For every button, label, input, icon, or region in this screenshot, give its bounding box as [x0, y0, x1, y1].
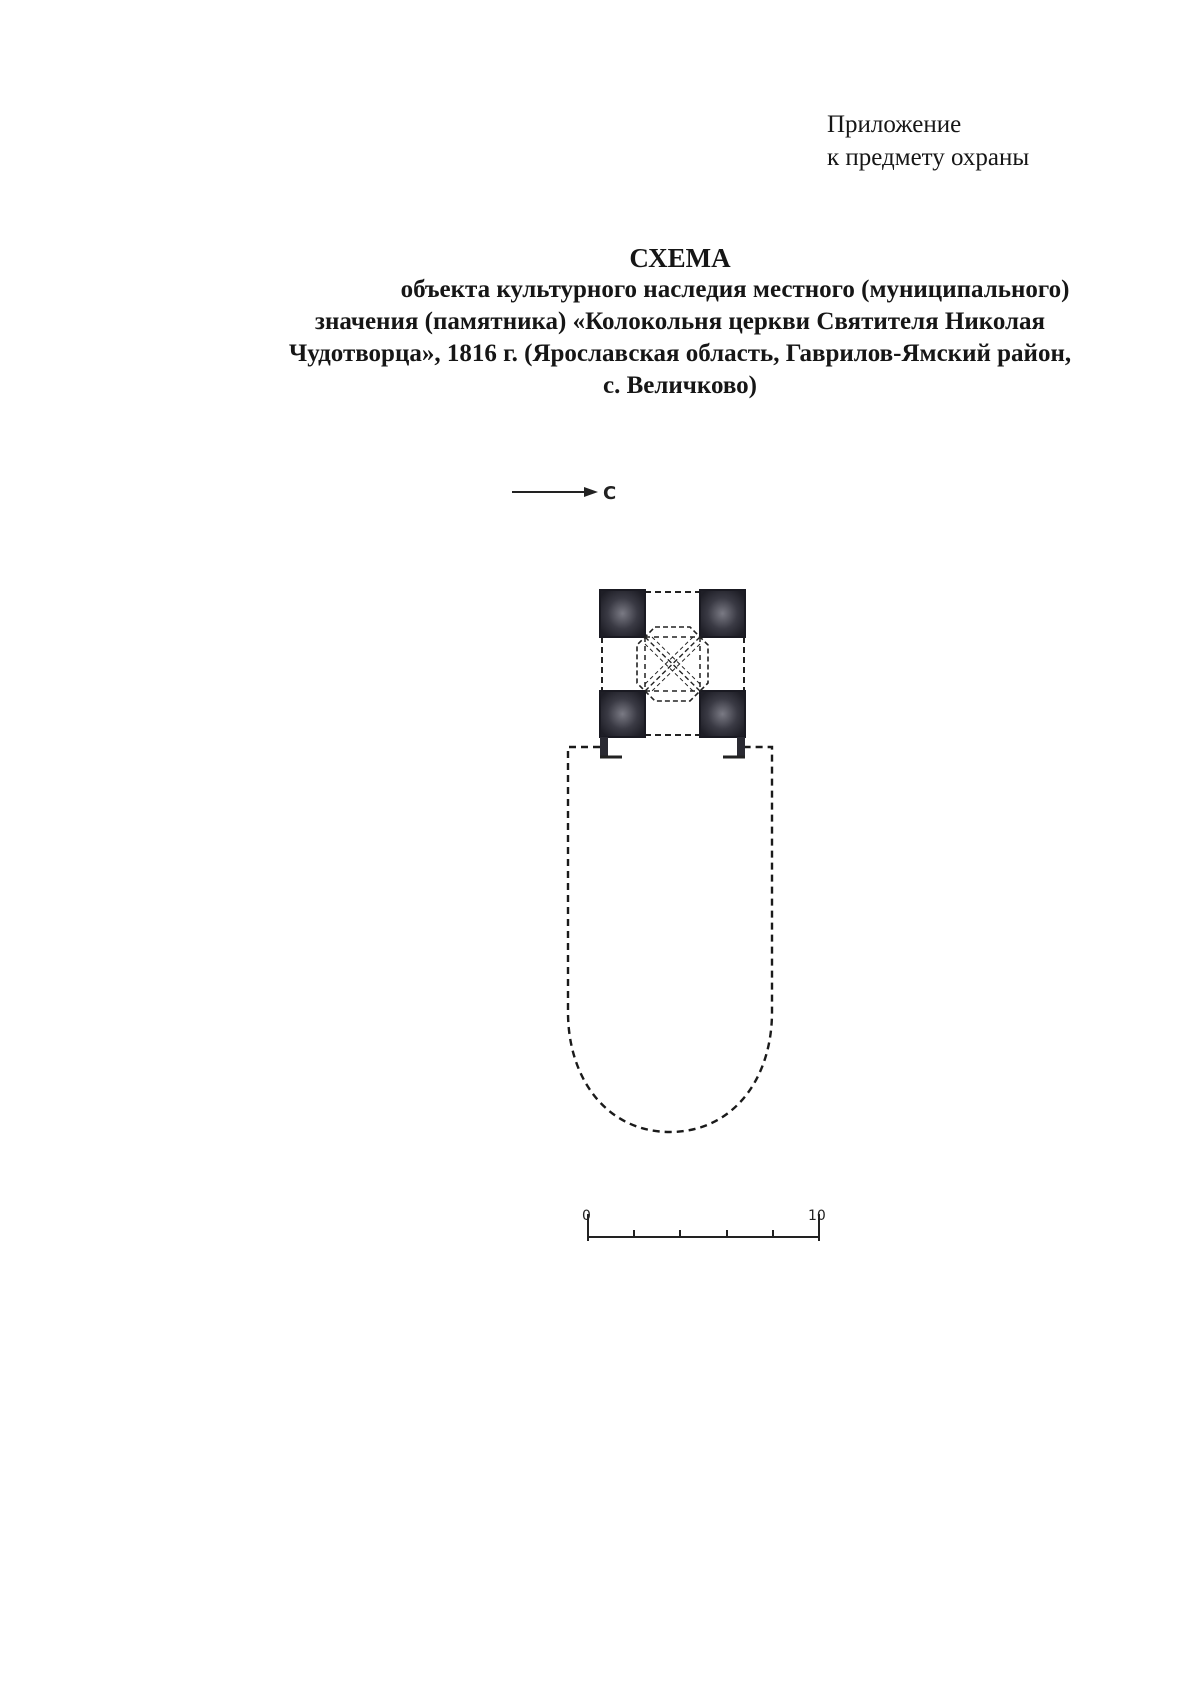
scale-start-label: 0: [582, 1208, 591, 1224]
heading-line-3: Чудотворца», 1816 г. (Ярославская область, Гаврилов-Ямский район,: [288, 340, 1072, 367]
scheme-title: СХЕМА: [629, 243, 731, 273]
heading-line-4: с. Величково): [602, 372, 757, 399]
north-arrow-label: С: [603, 483, 617, 504]
heading-line-2: значения (памятника) «Колокольня церкви Святителя Николая: [314, 308, 1046, 335]
corner-pillar: [600, 691, 645, 737]
appendix-line-2: к предмету охраны: [827, 144, 1030, 171]
corner-pillar: [700, 691, 745, 737]
scale-end-label: 10: [808, 1208, 826, 1224]
bell-tower-plan: [600, 590, 745, 757]
central-vault: [637, 627, 708, 701]
scale-bar: [582, 1208, 826, 1241]
heading-line-1: объекта культурного наследия местного (муниципального): [400, 276, 1070, 303]
lost-church-outline: [568, 747, 772, 1132]
north-arrow: [512, 483, 616, 504]
corner-pillar: [700, 590, 745, 637]
corner-pillar: [600, 590, 645, 637]
appendix-line-1: Приложение: [827, 111, 962, 138]
